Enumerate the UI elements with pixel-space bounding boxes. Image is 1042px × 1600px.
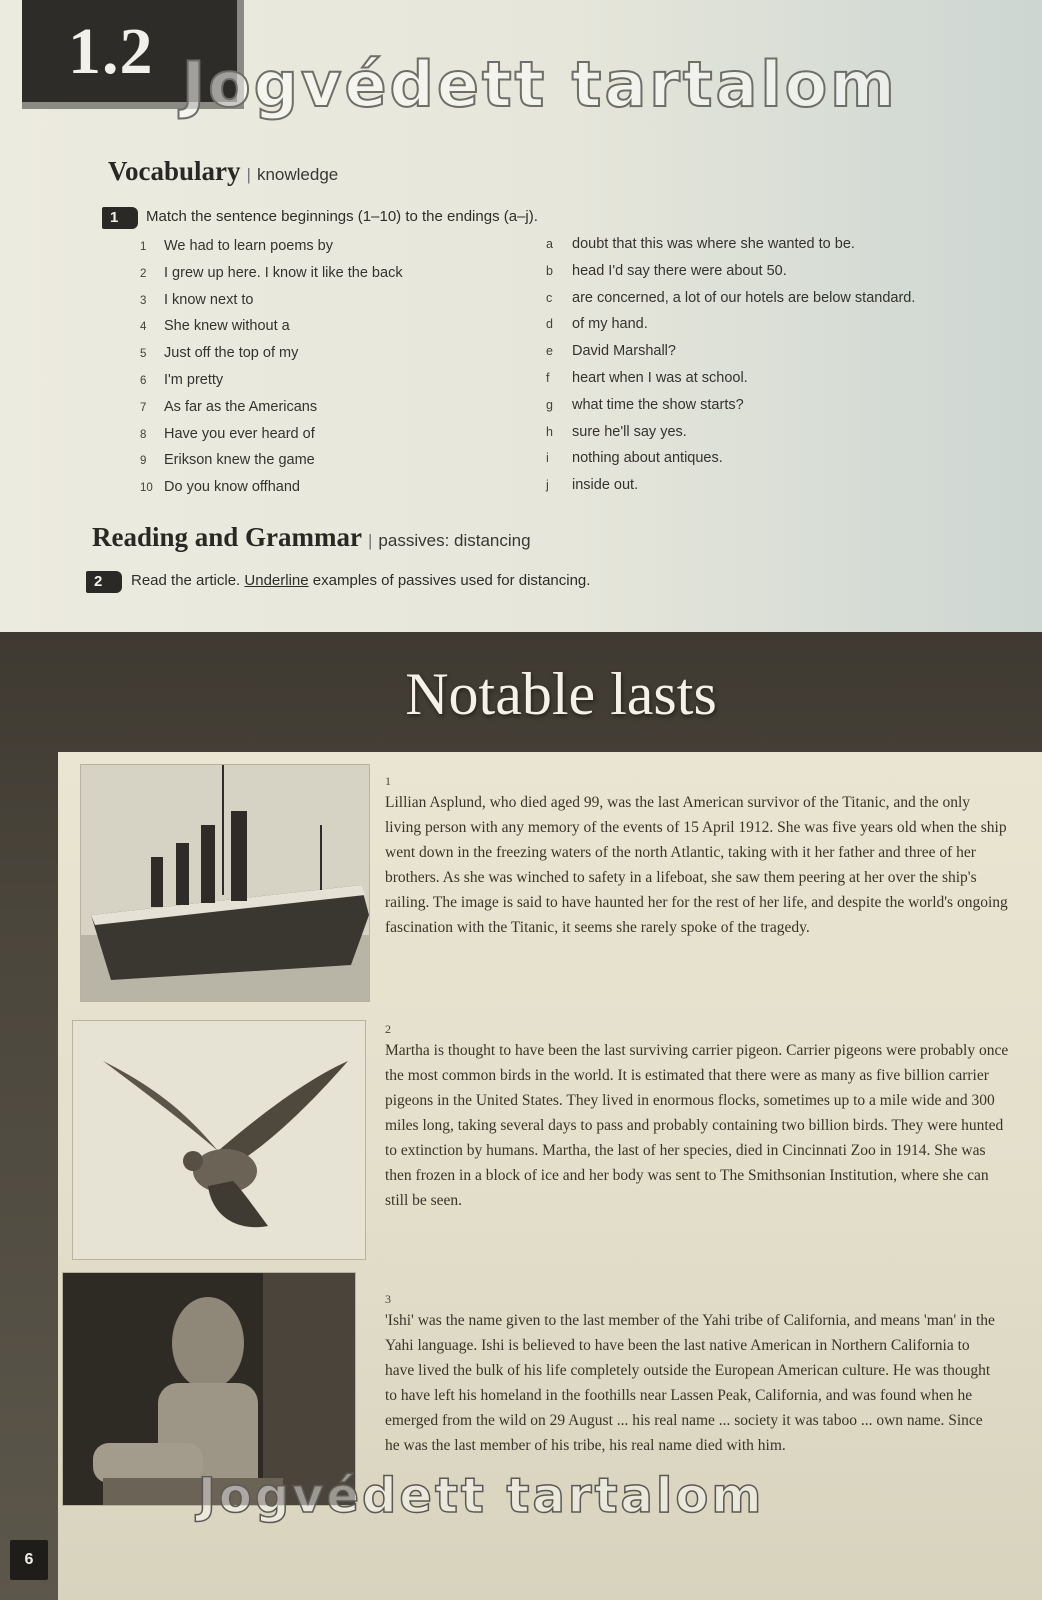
ending-item: h sure he'll say yes. <box>546 423 687 440</box>
vocabulary-heading: Vocabulary | knowledge <box>108 156 339 186</box>
story-2 <box>385 1020 1010 1213</box>
beginning-item: 7 As far as the Americans <box>140 398 318 415</box>
ending-item: g what time the show starts? <box>546 396 744 413</box>
story-number: 2 <box>385 1022 391 1036</box>
titanic-photo <box>80 764 370 1002</box>
beginning-item: 5 Just off the top of my <box>140 345 299 362</box>
exercise-1-instruction: Match the sentence beginnings (1–10) to the endings (a–j). <box>146 208 538 225</box>
article-title: Notable lasts <box>405 661 717 727</box>
watermark-bottom: Jogvédett tartalom <box>198 1468 765 1524</box>
beginning-item: 1 We had to learn poems by <box>140 238 333 254</box>
page-number: 6 <box>10 1540 48 1580</box>
beginning-item: 8 Have you ever heard of <box>140 425 315 442</box>
exercise-2-instruction: Read the article. Underline examples of passives used for distancing. <box>131 572 591 589</box>
pigeon-photo <box>72 1020 366 1260</box>
beginning-item: 6 I'm pretty <box>140 371 224 388</box>
ending-item: i nothing about antiques. <box>546 450 723 467</box>
story-3 <box>385 1290 995 1458</box>
story-1 <box>385 772 1010 940</box>
beginning-item: 10 Do you know offhand <box>140 479 300 496</box>
article-panel <box>0 632 1042 1600</box>
reading-subtitle: passives: distancing <box>378 531 531 550</box>
story-number: 1 <box>385 774 391 788</box>
beginning-item: 4 She knew without a <box>140 318 290 335</box>
ending-item: a doubt that this was where she wanted to be. <box>546 236 855 252</box>
endings-list <box>546 236 915 504</box>
story-text: Martha is thought to have been the last surviving carrier pigeon. Carrier pigeons were probably once the most common birds in the world. It is estimated that there were as many as five billion carrier pigeons in the United States. They lived in enormous flocks, sometimes up to a mile wide and 300 miles long, taking several days to pass and probably containing two billion birds. They were hunted to extinction by humans. Martha, the last of her species, died in Cincinnati Zoo in 1914. She was then frozen in a block of ice and her body was sent to The Smithsonian Institution, where she can still be seen. <box>385 1042 1009 1209</box>
vocabulary-title: Vocabulary <box>108 156 241 186</box>
exercise-1-badge: 1 <box>102 207 138 229</box>
watermark-top: Jogvédett tartalom <box>182 48 898 121</box>
story-text: Lillian Asplund, who died aged 99, was the last American survivor of the Titanic, and the only living person with any memory of the events of 15 April 1912. She was five years old when the ship went down in the freezing waters of the north Atlantic, taking with it her father and three of her brothers. As she was winched to safety in a lifeboat, she saw them peering at her over the ship's railing. The image is said to have haunted her for the rest of her life, and despite the world's ongoing fascination with the Titanic, it seems she rarely spoke of the tragedy. <box>385 794 1008 936</box>
beginning-item: 9 Erikson knew the game <box>140 452 315 469</box>
story-text: 'Ishi' was the name given to the last member of the Yahi tribe of California, and means 'man' in the Yahi language. Ishi is believed to have been the last native American in Northern California to have lived the bulk of his life completely outside the European American culture. He was thought to have left his homeland in the foothills near Lassen Peak, California, and was found when he emerged from the wild on 29 August ... his real name ... society it was taboo ... own name. Since he was the last member of his tribe, his real name died with him. <box>385 1312 995 1454</box>
vocabulary-subtitle: knowledge <box>256 165 339 184</box>
exercise-2-badge: 2 <box>86 571 122 593</box>
ending-item: c are concerned, a lot of our hotels are below standard. <box>546 289 916 306</box>
beginning-item: 2 I grew up here. I know it like the back <box>140 264 403 281</box>
ending-item: f heart when I was at school. <box>546 369 748 386</box>
story-number: 3 <box>385 1292 391 1306</box>
beginnings-list <box>140 238 403 506</box>
beginning-item: 3 I know next to <box>140 291 254 308</box>
ending-item: d of my hand. <box>546 316 648 333</box>
ending-item: j inside out. <box>546 477 639 494</box>
ending-item: b head I'd say there were about 50. <box>546 262 787 279</box>
unit-number: 1.2 <box>68 15 154 88</box>
underline-keyword: Underline <box>244 572 309 589</box>
reading-title: Reading and Grammar <box>92 522 362 552</box>
ending-item: e David Marshall? <box>546 343 676 360</box>
reading-heading: Reading and Grammar | passives: distancing <box>92 522 531 552</box>
